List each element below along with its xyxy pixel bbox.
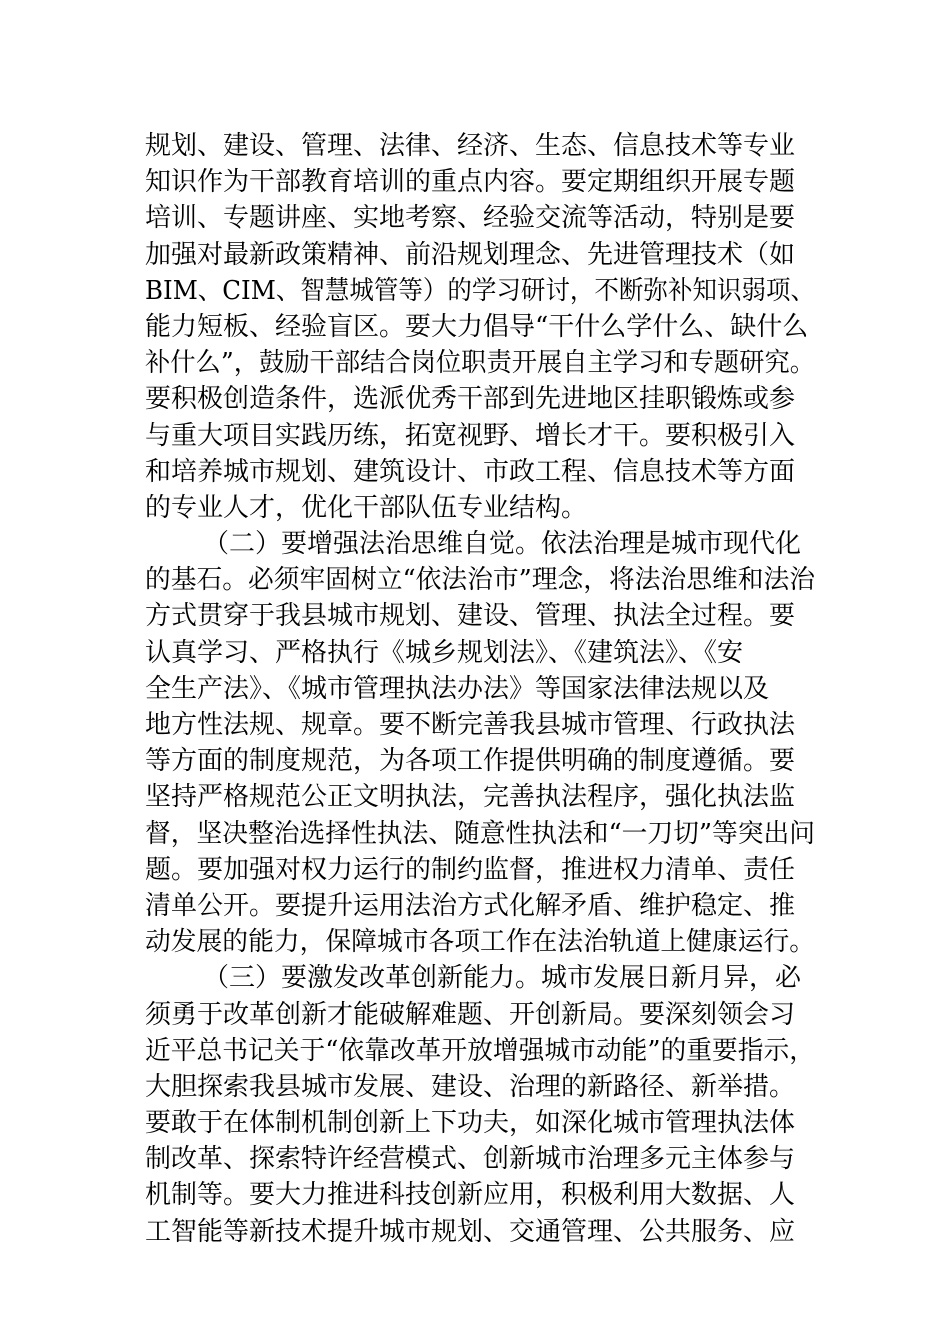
text-line: 知识作为干部教育培训的重点内容。要定期组织开展专题 [145,167,796,198]
text-line: 要敢于在体制机制创新上下功夫，如深化城市管理执法体 [145,1108,796,1139]
text-line: BIM、CIM、智慧城管等）的学习研讨，不断弥补知识弱项、 [145,275,815,306]
paragraph-start-line: （二）要增强法治思维自觉。依法治理是城市现代化 [203,529,802,560]
document-body [145,128,815,1250]
text-line: 大胆探索我县城市发展、建设、治理的新路径、新举措。 [145,1071,796,1102]
text-line: 近平总书记关于“依靠改革开放增强城市动能”的重要指示， [145,1035,816,1066]
text-line: 培训、专题讲座、实地考察、经验交流等活动，特别是要 [145,203,796,234]
text-line: 工智能等新技术提升城市规划、交通管理、公共服务、应 [145,1216,796,1247]
text-line: 能力短板、经验盲区。要大力倡导“干什么学什么、缺什么 [145,311,809,342]
text-line: 制改革、探索特许经营模式、创新城市治理多元主体参与 [145,1144,796,1175]
text-line: 动发展的能力，保障城市各项工作在法治轨道上健康运行。 [145,927,815,958]
text-line: 地方性法规、规章。要不断完善我县城市管理、行政执法 [145,710,796,740]
text-line: 的专业人才，优化干部队伍专业结构。 [145,492,588,523]
text-line: 等方面的制度规范，为各项工作提供明确的制度遵循。要 [145,746,796,777]
text-line: 与重大项目实践历练，拓宽视野、增长才干。要积极引入 [145,420,796,451]
text-line: 须勇于改革创新才能破解难题、开创新局。要深刻领会习 [145,999,796,1030]
text-line: 要积极创造条件，选派优秀干部到先进地区挂职锻炼或参 [145,384,796,415]
text-line: 和培养城市规划、建筑设计、市政工程、信息技术等方面 [145,456,796,487]
text-line: 补什么”，鼓励干部结合岗位职责开展自主学习和专题研究。 [145,348,815,379]
text-line: 认真学习、严格执行《城乡规划法》、《建筑法》、《安 [145,637,744,668]
paragraph-start-line: （三）要激发改革创新能力。城市发展日新月异，必 [203,963,802,994]
text-line: 的基石。必须牢固树立“依法治市”理念，将法治思维和法治 [145,565,816,596]
text-line: 加强对最新政策精神、前沿规划理念、先进管理技术（如 [145,239,796,270]
text-line: 坚持严格规范公正文明执法，完善执法程序，强化执法监 [145,782,796,813]
text-line: 规划、建设、管理、法律、经济、生态、信息技术等专业 [145,131,796,161]
text-line: 机制等。要大力推进科技创新应用，积极利用大数据、人 [145,1180,796,1211]
text-line: 全生产法》、《城市管理执法办法》等国家法律法规以及 [145,673,770,704]
text-line: 督，坚决整治选择性执法、随意性执法和“一刀切”等突出问 [145,818,816,849]
text-line: 题。要加强对权力运行的制约监督，推进权力清单、责任 [145,854,796,885]
text-line: 清单公开。要提升运用法治方式化解矛盾、维护稳定、推 [145,890,796,921]
text-line: 方式贯穿于我县城市规划、建设、管理、执法全过程。要 [145,601,796,632]
